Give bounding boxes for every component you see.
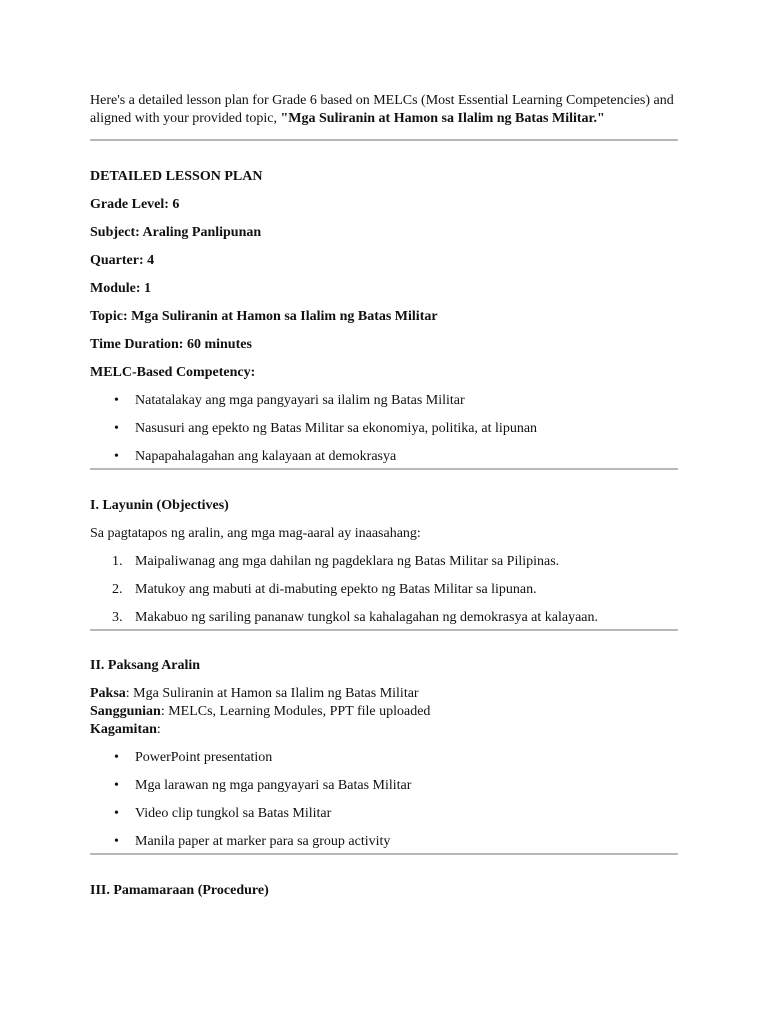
kagamitan-value: : (156, 722, 161, 737)
item-number: 1. (112, 554, 123, 569)
quarter: Quarter: 4 (90, 253, 155, 268)
subject: Subject: Araling Panlipunan (90, 225, 262, 240)
item-text: Matukoy ang mabuti at di-mabuting epekto ng Batas Militar sa lipunan. (135, 582, 537, 597)
section-title: III. Pamamaraan (Procedure) (90, 883, 269, 898)
item-text: Makabuo ng sariling pananaw tungkol sa kahalagahan ng demokrasya at kalayaan. (135, 610, 599, 625)
sanggunian-label: Sanggunian (90, 704, 161, 719)
divider (90, 139, 678, 141)
section-title: I. Layunin (Objectives) (90, 498, 229, 513)
topic: Topic: Mga Suliranin at Hamon sa Ilalim ng Batas Militar (90, 309, 438, 324)
objectives-section (90, 497, 678, 629)
paksa-value: : Mga Suliranin at Hamon sa Ilalim ng Batas Militar (125, 686, 419, 701)
intro-text: Here's a detailed lesson plan for Grade 6 based on MELCs (Most Essential Learning Competencies) and aligned with your provided topic, (90, 93, 674, 126)
divider (90, 629, 678, 631)
objectives-intro: Sa pagtatapos ng aralin, ang mga mag-aaral ay inaasahang: (90, 526, 421, 541)
competency-list (90, 392, 678, 468)
objectives-list (90, 553, 678, 629)
intro-paragraph (90, 92, 678, 128)
paksa-label: Paksa (90, 686, 126, 701)
time-duration: Time Duration: 60 minutes (90, 337, 252, 352)
module: Module: 1 (90, 281, 152, 296)
sanggunian-line (90, 703, 678, 721)
competency-label: MELC-Based Competency: (90, 365, 256, 380)
item-text: Maipaliwanag ang mga dahilan ng pagdeklara ng Batas Militar sa Pilipinas. (135, 554, 560, 569)
kagamitan-label: Kagamitan (90, 722, 157, 737)
subject-matter-section (90, 657, 678, 853)
item-number: 2. (112, 582, 123, 597)
grade-level: Grade Level: 6 (90, 197, 180, 212)
paksa-line (90, 685, 678, 703)
list-item: • Mga larawan ng mga pangyayari sa Batas Militar (90, 777, 678, 805)
document-title: DETAILED LESSON PLAN (90, 169, 263, 184)
divider (90, 468, 678, 470)
lesson-header (90, 168, 678, 468)
section-title: II. Paksang Aralin (90, 658, 201, 673)
procedure-section (90, 882, 678, 910)
list-item (90, 581, 678, 609)
list-item: • Napapahalagahan ang kalayaan at demokrasya (90, 448, 678, 468)
intro-topic: "Mga Suliranin at Hamon sa Ilalim ng Batas Militar." (280, 111, 605, 126)
list-item (90, 609, 678, 629)
lesson-plan-document (90, 92, 678, 910)
divider (90, 853, 678, 855)
sanggunian-value: : MELCs, Learning Modules, PPT file uploaded (160, 704, 431, 719)
list-item: • Manila paper at marker para sa group activity (90, 833, 678, 853)
list-item (90, 553, 678, 581)
materials-list (90, 749, 678, 853)
kagamitan-line (90, 721, 678, 749)
item-number: 3. (112, 610, 123, 625)
list-item: • Nasusuri ang epekto ng Batas Militar sa ekonomiya, politika, at lipunan (90, 420, 678, 448)
list-item: • Video clip tungkol sa Batas Militar (90, 805, 678, 833)
list-item: • Natatalakay ang mga pangyayari sa ilalim ng Batas Militar (90, 392, 678, 420)
list-item: • PowerPoint presentation (90, 749, 678, 777)
